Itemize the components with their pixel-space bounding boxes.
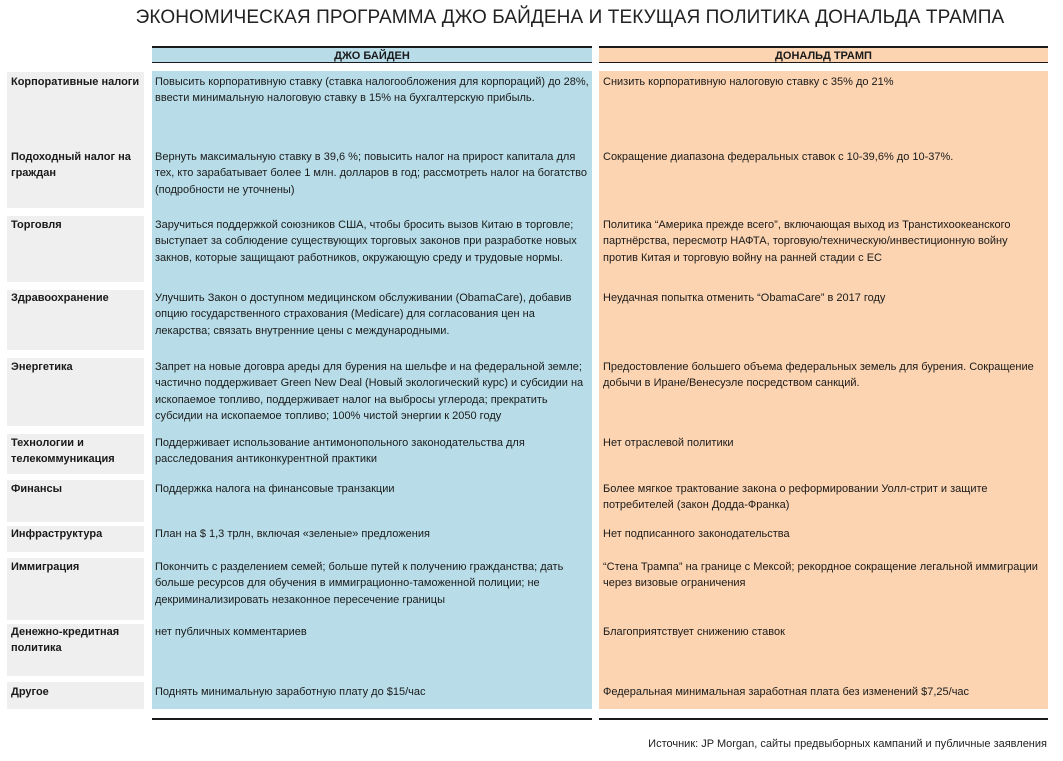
biden-cell: Поддержка налога на финансовые транзакции — [155, 483, 395, 495]
row-label: Технологии и телекоммуникация — [11, 437, 115, 466]
biden-cell: Заручиться поддержкой союзников США, чтобы бросить вызов Китаю в торговле; выступает за соблюдение существующих торговых законов при разработке новых закнов, которые защищают работников, окружающую среду и трудовые нормы. — [155, 219, 577, 264]
trump-cell: Более мягкое трактование закона о реформировании Уолл-стрит и защите потребителей (закон Додда-Франка) — [603, 483, 988, 512]
row-label: Здравоохранение — [11, 292, 109, 304]
page-title: ЭКОНОМИЧЕСКАЯ ПРОГРАММА ДЖО БАЙДЕНА И ТЕКУЩАЯ ПОЛИТИКА ДОНАЛЬДА ТРАМПА — [135, 7, 1005, 28]
biden-cell: Поддерживает использование антимонопольного законодательства для расследования антиконкурентной практики — [155, 437, 525, 466]
trump-cell: Предостовление большего объема федеральных земель для бурения. Сокращение добычи в Иране/Венесуэле посредством санкций. — [603, 361, 1034, 390]
biden-cell: Улучшить Закон о доступном медицинском обслуживании (ObamaCare), добавив опцию государственного страхования (Medicare) для согласования цен на лекарства; связать внутренние цены с международными. — [155, 292, 572, 337]
biden-cell: Запрет на новые договра ареды для бурения на шельфе и на федеральной земле; частично поддерживает Green New Deal (Новый экологический курс) и субсидии на ископаемое топливо, поддерживает налог на выбросы углерода; прекратить субсидии на ископаемое топливо; 100% чистой энергии к 2050 году — [155, 361, 584, 422]
biden-cell: нет публичных комментариев — [155, 626, 307, 638]
trump-cell: Нет подписанного законодательства — [603, 528, 790, 540]
trump-cell: Снизить корпоративную налоговую ставку с 35% до 21% — [603, 76, 894, 88]
row-label: Подоходный налог на граждан — [11, 151, 131, 180]
trump-cell: Неудачная попытка отменить “ObamaCare” в 2017 году — [603, 292, 886, 304]
biden-bottom-rule — [152, 718, 592, 720]
row-label: Торговля — [11, 219, 62, 231]
trump-cell: Федеральная минимальная заработная плата без изменений $7,25/час — [603, 686, 970, 698]
biden-cell: Вернуть максимальную ставку в 39,6 %; повысить налог на прирост капитала для тех, кто зарабатывает более 1 млн. долларов в год; рассмотреть налог на богатство (подробности не уточнены) — [155, 151, 587, 196]
trump-cell: Сокращение диапазона федеральных ставок с 10-39,6% до 10-37%. — [603, 151, 954, 163]
trump-cell: Политика “Америка прежде всего”, включающая выход из Транстихоокеанского партнёрства, пересмотр НАФТА, торговую/техническую/инвестиционную войну против Китая и торговую войну на ранней стадии с ЕС — [603, 219, 1011, 264]
source-note: Источник: JP Morgan, сайты предвыборных кампаний и публичные заявления — [648, 738, 1047, 750]
biden-cell: Повысить корпоративную ставку (ставка налогообложения для корпораций) до 28%, ввести минимальную налоговую ставку в 15% на бухгалтерскую прибыль. — [155, 76, 589, 105]
trump-column-header: ДОНАЛЬД ТРАМП — [599, 46, 1048, 63]
trump-cell: “Стена Трампа” на границе с Мексой; рекордное сокращение легальной иммиграции через визовые ограничения — [603, 561, 1038, 590]
trump-bottom-rule — [599, 718, 1048, 720]
row-label: Энергетика — [11, 361, 73, 373]
biden-cell: Поднять минимальную заработную плату до $15/час — [155, 686, 426, 698]
biden-cell: Покончить с разделением семей; больше путей к получению гражданства; дать больше ресурсов для обучения в иммиграционно-таможенной полиции; не декриминализировать незаконное пересечение границы — [155, 561, 564, 606]
trump-cell: Благоприятствует снижению ставок — [603, 626, 785, 638]
row-label: Денежно-кредитная политика — [11, 626, 120, 655]
row-label: Иммиграция — [11, 561, 80, 573]
row-label: Инфраструктура — [11, 528, 103, 540]
trump-cell: Нет отраслевой политики — [603, 437, 734, 449]
row-label: Корпоративные налоги — [11, 76, 140, 88]
biden-cell: План на $ 1,3 трлн, включая «зеленые» предложения — [155, 528, 430, 540]
row-label: Финансы — [11, 483, 63, 495]
biden-column-header: ДЖО БАЙДЕН — [152, 46, 592, 63]
row-label: Другое — [11, 686, 49, 698]
